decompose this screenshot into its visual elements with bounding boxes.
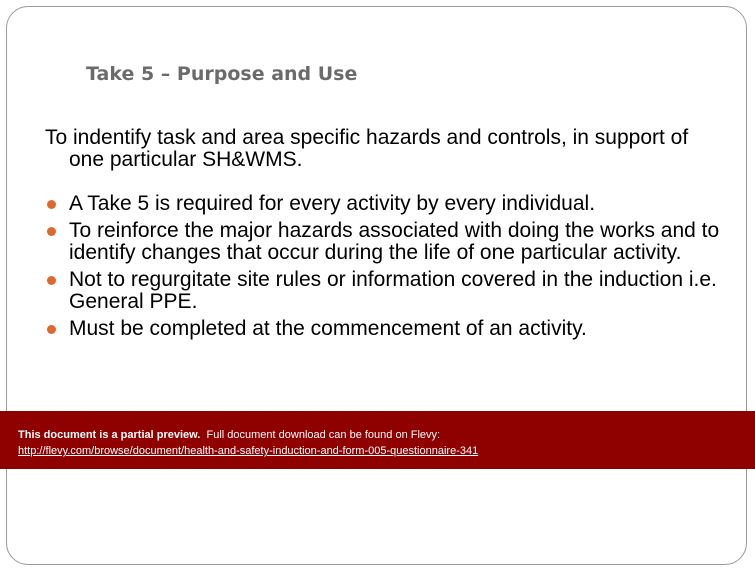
list-item-text: A Take 5 is required for every activity by every individual. [69, 192, 596, 215]
banner-strong-text: This document is a partial preview. [18, 429, 201, 441]
bullet-icon [47, 276, 56, 285]
list-item-text: To reinforce the major hazards associated with doing the works and to identify changes that occur during the life of one particular activity. [69, 219, 720, 264]
slide-title: Take 5 – Purpose and Use [86, 63, 358, 85]
bullet-icon [47, 227, 56, 236]
list-item-text: Not to regurgitate site rules or information covered in the induction i.e. General PPE. [69, 268, 717, 313]
bullet-icon [47, 200, 56, 209]
list-item [45, 220, 725, 264]
flevy-download-link[interactable]: http://flevy.com/browse/document/health-and-safety-induction-and-form-005-questionnaire-341 [18, 445, 479, 457]
list-item [45, 318, 725, 340]
slide [6, 6, 747, 565]
list-item [45, 193, 725, 215]
list-item-text: Must be completed at the commencement of an activity. [69, 317, 587, 340]
list-item [45, 269, 725, 313]
banner-message [18, 429, 440, 441]
intro-paragraph: To indentify task and area specific hazards and controls, in support of one particular SH&WMS. [45, 126, 689, 171]
preview-banner [0, 411, 755, 469]
banner-text: Full document download can be found on Flevy: [206, 429, 441, 441]
bullet-list [45, 193, 725, 340]
slide-body [45, 127, 725, 345]
bullet-icon [47, 325, 56, 334]
